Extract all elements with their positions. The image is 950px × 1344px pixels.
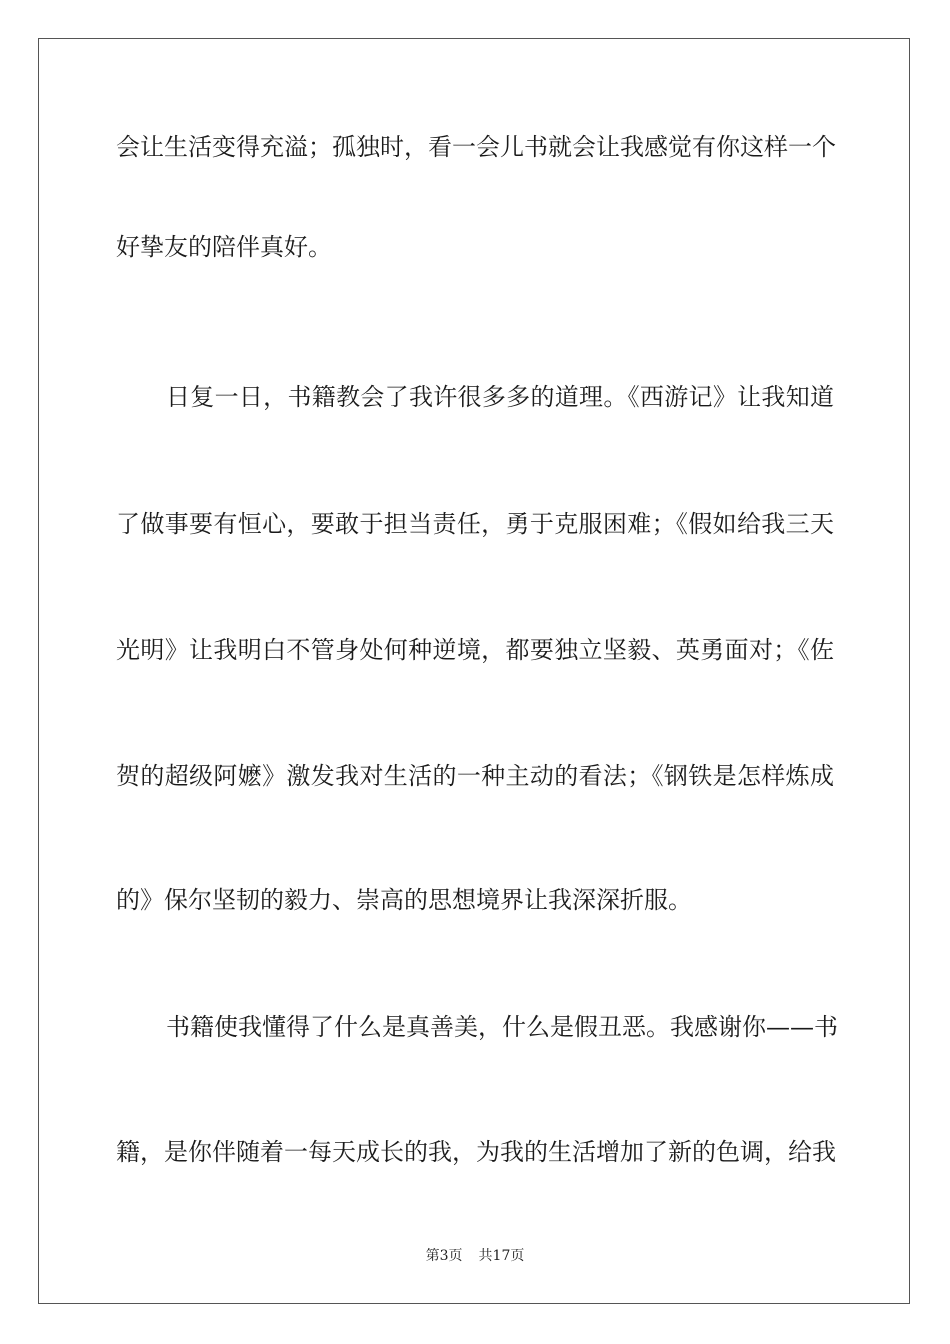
page-number: 第3页	[425, 1248, 463, 1264]
text-line: 会让生活变得充溢；孤独时，看一会儿书就会让我感觉有你这样一个	[116, 133, 836, 161]
page-footer	[0, 1246, 950, 1266]
page-total: 共17页	[478, 1248, 525, 1264]
text-line: 书籍使我懂得了什么是真善美，什么是假丑恶。我感谢你——书	[166, 1013, 838, 1041]
text-line: 贺的超级阿嬷》激发我对生活的一种主动的看法；《钢铁是怎样炼成	[116, 762, 834, 790]
text-line: 光明》让我明白不管身处何种逆境，都要独立坚毅、英勇面对；《佐	[116, 636, 834, 664]
text-line: 了做事要有恒心，要敢于担当责任，勇于克服困难；《假如给我三天	[116, 510, 834, 538]
text-line: 籍，是你伴随着一每天成长的我，为我的生活增加了新的色调，给我	[116, 1138, 836, 1166]
text-line: 日复一日，书籍教会了我许很多多的道理。《西游记》让我知道	[166, 383, 834, 411]
text-line: 的》保尔坚韧的毅力、崇高的思想境界让我深深折服。	[116, 886, 692, 914]
text-line: 好挚友的陪伴真好。	[116, 233, 332, 261]
